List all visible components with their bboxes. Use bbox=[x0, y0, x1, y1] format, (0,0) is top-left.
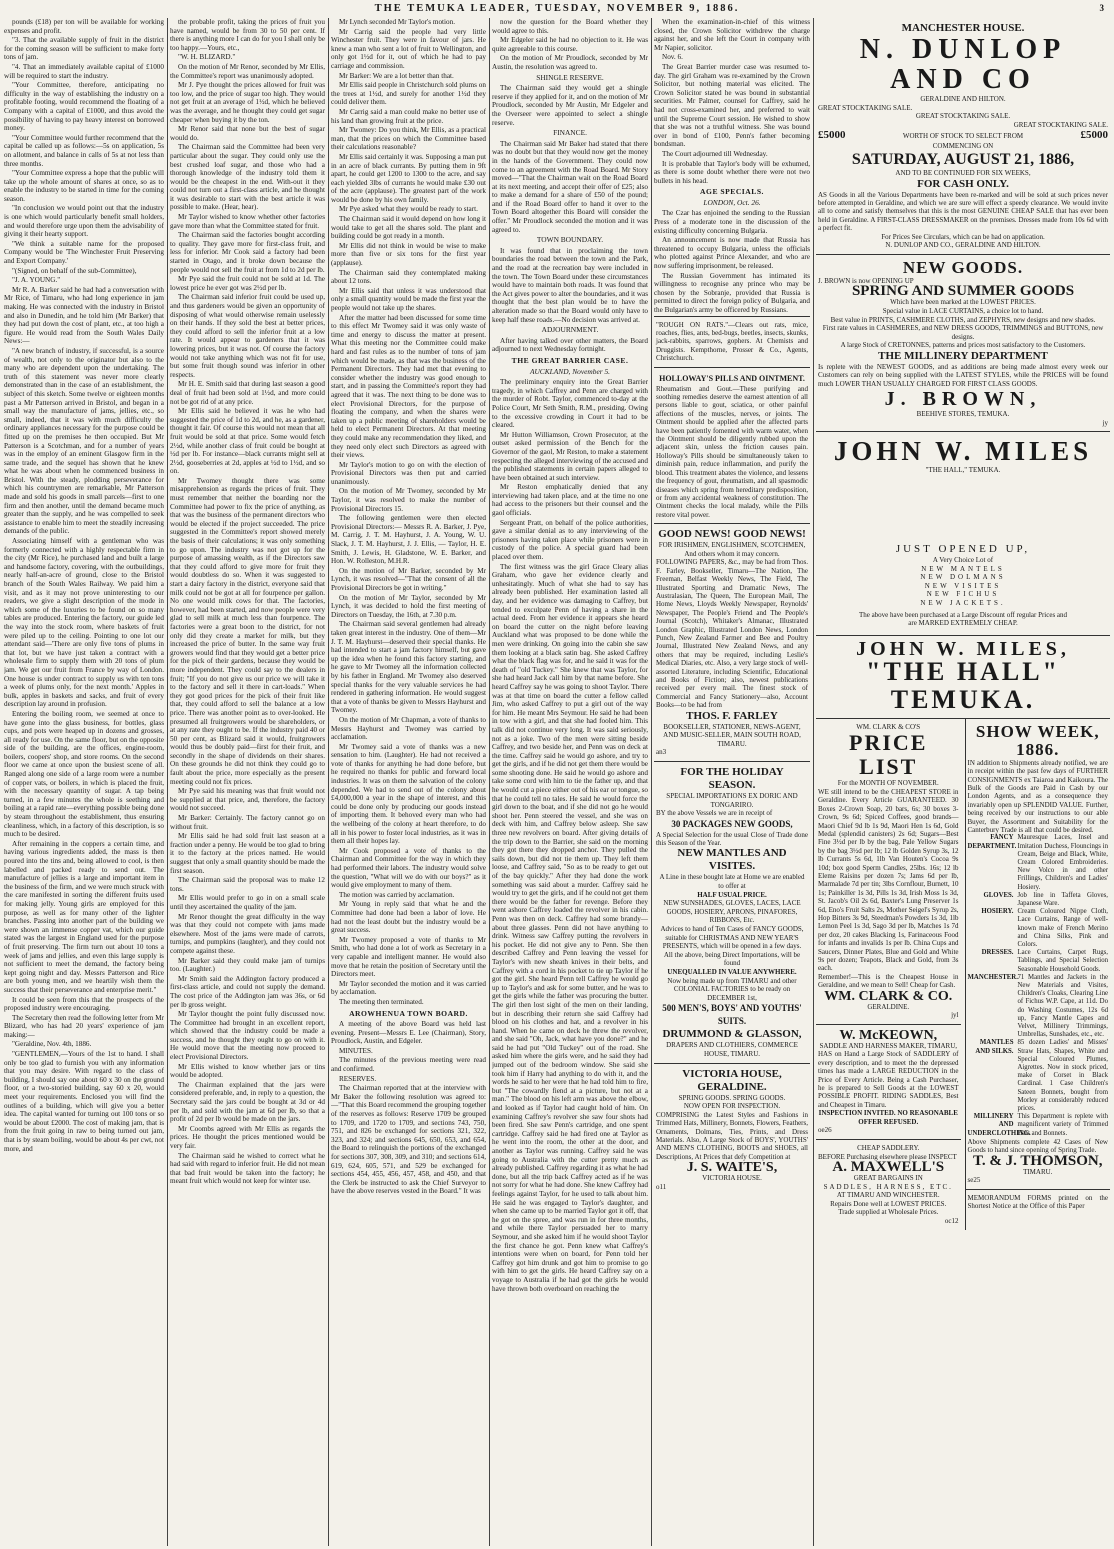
article-paragraph: Mr Twomey said a vote of thanks was a new sensation to him. (Laughter). He had not received a vote of thanks for anything he had done before, but he required no thanks for public and forward local industries. It was on them the salvation of the colony depended. We had to send out of the colony about £4,000,000 a year in the shape of interest, and this could be done only by producing our goods instead of importing them. It behoved every man who had the wellbeing of the colony at heart therefore, to do all in his power to foster local industries, as it was in them all their hopes lay. bbox=[331, 742, 486, 846]
holiday-season-ad: FOR THE HOLIDAY SEASON. SPECIAL IMPORTATIONS EX DORIC AND TONGARIRO. BY the above Vessels we are in receipt of 30 PACKAGES NEW GOODS, A Special Selection for the usual Close of Trade done this Season of the Year. NEW MANTLES AND VISITES. A Line in these bought late at Home we are enabled to offer at HALF USUAL PRICE. NEW SUNSHADES, GLOVES, LACES, LACE GOODS, HOSIERY, APRONS, PINAFORES, RIBBONS, Etc. Advices to hand of Ten Cases of FANCY GOODS, suitable for CHRISTMAS AND NEW YEAR'S PRESENTS, which will be opened in a few days. All the above, being Direct Importations, will be found UNEQUALLED IN VALUE ANYWHERE. Now being made up from TIMARU and other COLONIAL FACTORIES to be ready on DECEMBER 1st, 500 MEN'S, BOYS' AND YOUTHS' SUITS. DRUMMOND & GLASSON, DRAPERS AND CLOTHIERS, COMMERCE HOUSE, TIMARU. bbox=[654, 761, 810, 1063]
article-paragraph: Mr Cook proposed a vote of thanks to the Chairman and Committee for the way in which they had performed their labors. The industry would solve the question, "What will we do with our boys?" as it would give employment to many of them. bbox=[331, 846, 486, 890]
cable-paragraph: The Russian Government has intimated its willingness to recognise any prince who may be chosen by the Sobranje, provided that Russia is permitted to direct the foreign policy of Bulgaria, and the Bulgarian's army be officered by Russians. bbox=[654, 271, 810, 314]
article-paragraph: "Your Committee would further recommend that the capital be called up as follows:—5s on application, 5s on allotment, and balance in calls of 5s at not less than three months. bbox=[4, 133, 164, 168]
board-resolution-text bbox=[492, 18, 648, 72]
article-paragraph: After the matter had been discussed for some time to this effect Mr Twomey said it was only waste of time and energy to discuss the matter at present. What this meeting nor the Committee could make hard and fast rules as to the number of tons of jam which would be made, as that was the business of the Permanent Directors. They had met that evening to consider whether the industry was good enough to start, and in passing the Committee's report they had agreed that it was. The next thing to be done was to elect Provisional Directors, for the purpose of floating the company, and when the shares were taken up a public meeting of shareholders would be held to elect Permanent Directors. At that meeting they could make any recommendation they liked, and they need only elect such Directors as agreed with their views. bbox=[331, 313, 486, 460]
board-paragraph: The Chairman reported that at the interview with Mr Baker the following resolution was agreed to:—"That this Board recommend the grouping together of the reserves as follows: Reserve 1709 be grouped to 1709, and 1720 to 1709, and sections 743, 750, 751, and 826 be exchanged for sections 321, 322, 323, and 324; and sections 645, 650, 653, and 654, the Board to relinquish the portions of the exchanged for sections 307, 308, 309, and 310; and sections 614, 619, 624, 605, 571, and 529 be exchanged for sections 454, 455, 456, 457, 458, and 450, and that the Clerk be instructed to ask the Chief Surveyor to have the above reserves vested in the Board." It was bbox=[331, 1084, 486, 1196]
holloway-ad: HOLLOWAY'S PILLS AND OINTMENT. Rheumatism and Gout.—These purifying and soothing remedies deserve the earnest attention of all persons liable to gout, sciatica, or other painful affections of the muscles, nerves, or joints. The Ointment should be applied after the affected parts have been patiently fomented with warm water, when the Ointment should be diligently rubbed upon the adjacent skin, unless the friction causes pain. Holloway's Pills should be simultaneously taken to diminish pain, reduce inflammation, and purify the blood. This treatment abates the violence, and lessens the frequency of gout, rheumatism, and all spasmodic diseases which spring from hereditary predisposition, or from any accidental weakness of constitution. The Ointment checks the local malady, while the Pills restore vital power. bbox=[654, 367, 810, 524]
subsection-heading: SHINGLE RESERVE. bbox=[536, 72, 604, 82]
age-specials-cables bbox=[654, 209, 810, 314]
article-paragraph: Mr Twomey: Do you think, Mr Ellis, as a practical man, that the prices on which the Committee based their calculations reasonable? bbox=[331, 126, 486, 152]
barrier-paragraph: Mr Hutton Williamson, Crown Prosecutor, at the outset asked permission of the Bench for the Governor of the gaol, Mr Reston, to make a statement respecting the alleged interviewing of the accused and the published statements in certain papers alleged to have been obtained at such interview. bbox=[492, 430, 648, 482]
barrier-paragraph: The Great Barrier murder case was resumed to-day. The girl Graham was re-examined by the Crown Solicitor, but nothing material was elicited. The Crown Solicitor stated he was bound in substantial securities. Mr Palmer, counsel for Caffrey, said he had not cross-examined her, and preferred to wait until the Supreme Court session. He wished to show that she was not a truthful witness. She was bound over in bond of £100, Penn's father becoming bondsman. bbox=[654, 62, 810, 149]
board-paragraph: On the motion of Mr Proudlock, seconded by Mr Austin, the resolution was agreed to. bbox=[492, 54, 648, 71]
article-paragraph: The Secretary then read the following letter from Mr Blizard, who has had 20 years' experience of jam making:— bbox=[4, 1013, 164, 1039]
article-paragraph: On the motion of Mr Chapman, a vote of thanks to Messrs Hayhurst and Twomey was carried by acclamation. bbox=[331, 715, 486, 742]
barrier-case-report bbox=[492, 378, 648, 1293]
article-paragraph: Mr Ellis did not think in would be wise to make more than five or six tons for the first year (applause). bbox=[331, 241, 486, 268]
section-label: HOSIERY. bbox=[981, 908, 1014, 916]
brown-line: Best value in PRINTS, CASHMERE CLOTHS, and ZEPHYRS, new designs and new shades. bbox=[830, 315, 1096, 324]
show-week-section bbox=[968, 892, 1109, 908]
barrier-paragraph: The Court adjourned till Wednesday. bbox=[662, 149, 768, 158]
cable-paragraph: The Czar has enjoined the sending to the Russian Press of a moderate tone in the discussion of the existing difficulty concerning Bulgaria. bbox=[654, 209, 810, 235]
article-paragraph: "Your Committee, therefore, anticipating no difficulty in the way of establishing the industry on a profitable footing, would recommend the floating of a Company with a capital of £1000, and thus avoid the possibility of having to pay heavy interest on borrowed money. bbox=[4, 81, 164, 133]
article-paragraph: "We think a suitable name for the proposed Company would be 'The Winchester Fruit Preserving and Export Company.' bbox=[4, 239, 164, 266]
article-paragraph: pounds (£18) per ton will be available for working expenses and profit. bbox=[4, 18, 164, 35]
article-paragraph: The Chairman said the factories bought according to quality. They gave more for first-class fruit, and less for inferior. Mr Cook said a factory had been started in Otago, and it broke down because the people would not sell the fruit at from 1d to 2d per lb. bbox=[170, 231, 325, 274]
miles-item: NEW JACKETS. bbox=[920, 598, 1006, 607]
brown-new-goods-ad: NEW GOODS. J. BROWN is now OPENING UP SPRING AND SUMMER GOODS Which have been marked at the LOWEST PRICES. Special value in LACE CURTAINS, a choice lot to hand. Best value in PRINTS, CASHMERE CLOTHS, and ZEPHYRS, new designs and new shades. First rate values in CASHMERES, and NEW DRESS GOODS, TRIMMINGS and BUTTONS, new designs. A large Stock of CRETONNES, patterns and prices most satisfactory to the Customers. THE MILLINERY DEPARTMENT Is replete with the NEWEST GOODS, and as additions are being made almost every week our Customers can rely on being supplied with the LATEST STYLES, while the PRICES will be found much LOWER THAN USUALLY CHARGED FOR FIRST CLASS GOODS. J. BROWN, BEEHIVE STORES, TEMUKA. jy bbox=[816, 254, 1110, 432]
article-paragraph: "4. That an immediately available capital of £1000 will be required to start the industry. bbox=[4, 62, 164, 80]
article-paragraph: Mr Taylor wished to know whether other factories gave more than what the Committee stated for fruit. bbox=[170, 213, 325, 230]
subsection-heading: TOWN BOUNDARY. bbox=[536, 235, 604, 245]
article-paragraph: "W. H. BLIZARD." bbox=[178, 53, 236, 62]
column-rule bbox=[167, 18, 168, 1546]
miles-items bbox=[818, 565, 1108, 608]
section-text: Mauresque Laces, Insel and Imitation Duchess, Flouncings in Cream, Beige and Black, White, Cream Colored Embroideries. New Volco in and other Frillings, Children's and Ladies' Hosiery. bbox=[1017, 834, 1108, 891]
board-paragraph: RESERVES. bbox=[339, 1074, 377, 1083]
article-paragraph: Mr Ellis said he had sold fruit last season at a fraction under a penny. He would be too glad to bring it to the factory at the prices named. He would suggest that only a small quantity should be made the first season. bbox=[170, 832, 325, 875]
barrier-case-continued bbox=[654, 18, 810, 185]
barrier-paragraph: The first witness was the girl Grace Cleary alias Graham, who gave her evidence clearly and unhesitatingly. Much of what she had to say has already been published. Her examination lasted all day, and her evidence was damaging to Caffrey, but tended to exculpate Penn of having a share in the actual deed. From her evidence it appears she heard on board the cutter on the night before leaving Auckland what was proposed to be done while the men were drinking. On going into the cabin she saw them looking at a black satin bag. She asked Caffrey what the black flag was for, and he said it was for the death of "old Tuckey." She knew that was Taylor, for she had heard Jack call him by that name before. She heard Caffrey say he was going to shoot Taylor. There was at that time on board the cutter a fellow called Jim, who asked Caffrey to put a girl out of the way for him. He meant Mrs Seymour. He said he had been in tow with a girl, and that she had fooled him. This talk did not continue very long. It was said seriously, not as a joke. Two of the men were sitting beside Caffrey, and two beside her, and Penn was on deck at the time. Caffrey said he would go ashore, and try to get the girls, and if he did not get them there would be some shooting done. He said he would go ashore and take some cord with him to tie the father up, and that he would cut a piece either out of his ear or tongue, so that he could tell no tales. He said he would force the girl down to the boat, and if she did not go he would shoot her. Penn steered the vessel, and she was on deck with him, and Caffrey below asleep. She saw three new revolvers on board. After giving details of the trip down to the Barrier, she said on the morning they got there they dropped anchor. They pulled the sails down, but did not tie them up. They left them loose, and Caffrey said, "So as to be ready to get out of the bay quickly." After they had done the work something was said about a murder. Caffrey said he would try to get the girls, and if he could not get them there would be the father for revenge. Before they went ashore Caffrey loaded the revolver in his cabin. Penn was then on deck. Caffrey had some brandy—about three glasses. Penn did not have anything to drink. Witness saw Caffrey putting the revolvers in his pocket. He did not give any to Penn. She then described Caffrey and Penn leaving the vessel for Taylor's with new sheath knives in their belts, and Caffrey with a cord in his pocket to tie up Taylor if he got the girl. She heard Penn tell Caffrey he would go up to Taylor's and ask for some butter, and he was to get the girls while the father was procuring the butter. The girl then lost sight of the men on their landing, but in describing their return she said Caffrey had blood on his clothes and hat, and a revolver in his hand. When he came on deck he threw the revolver, and she said "Oh, Jack, what have you done?" and he said he had put "Old Tuckey" out of the road. She asked him where the girls were, and he said they had jumped out of the bedroom window. She said she took him if Harry had anything to do with it, and the words he said to her were that he had told him to fire, but "The cowardly fiend at a picture, but not at a man." The blood on his left arm was above the elbow, and looked as if Taylor had caught hold of him. On examining Caffrey's revolver she saw four shots had been fired. She saw Penn's cartridge, and one spent cartridge. Caffrey said he had fired one at Taylor as he went into the room, the other at the door, and another as Taylor was running. Caffrey said he was going to Australia with the cutter pretty much as already published. Caffrey regarding it as what he had done, but all the trip back Caffrey acted as if he was not sorry for what he had done. She knew Caffrey had feelings against Taylor, for he used to talk about him. He said he was engaged to Taylor's daughter, and when she came up to be married Taylor got it off, that he got on the spree, and was run in for three months, and while there Taylor persuaded her to marry Seymour, and she asked him if he would shoot Taylor the first chance he got. Penn knew what Caffrey's intentions were when on board, for Penn told her Caffrey got him drunk and got him to promise to go with him to get the girls. He heard Caffrey say on a voyage to Australia if he had got the girls he would have thrown both overboard on reaching the bbox=[492, 562, 648, 1293]
article-paragraph: Mr Young in reply said that what he and the Committee had done had been a labor of love. He had not the least doubt but the industry would be a great success. bbox=[331, 900, 486, 935]
article-paragraph: The Chairman said inferior fruit could be used up, and thus gardeners would be given an opportunity of disposing of what would otherwise remain uselessly on their hands. If they sold the best at better prices, they could afford to sell the inferior fruit at a low rate. It would appear to gardeners that it was lowering prices, but it was not. Of course the factory would not take anything which was not fit for use, but some fruit though sound was inferior in other respects. bbox=[170, 293, 325, 379]
article-paragraph: Mr Pye asked what they would be ready to start. bbox=[339, 205, 478, 214]
article-paragraph: On the motion of Mr Twomey, seconded by Mr Taylor, it was resolved to make the number of Provisional Directors 15. bbox=[331, 487, 486, 513]
masthead-title: THE TEMUKA LEADER, TUESDAY, NOVEMBER 9, 1886. bbox=[374, 3, 740, 14]
show-week-section bbox=[968, 949, 1109, 974]
article-paragraph: The Chairman said he wished to correct what he had said with regard to inferior fruit. He did not mean that bad fruit would be taken into the factory; he meant fruit which would not keep for winter use. bbox=[170, 1151, 325, 1186]
article-paragraph: Mr Carrig said the people had very little Winchester fruit. They were in favour of jars. He knew a man who sent a lot of fruit to Wellington, and only got 1½d for it, out of which he had to pay carriage and commission. bbox=[331, 27, 486, 70]
farley-ad: GOOD NEWS! GOOD NEWS! FOR IRISHMEN, ENGLISHMEN, SCOTCHMEN, And others whom it may concern. FOLLOWING PAPERS, &c., may be had from Thos. F. Farley, Bookseller, Timaru—The Nation, The Freeman, Belfast Weekly News, The Field, The Illustrated Sporting and Dramatic News, The Australasian, The Queen, The European Mail, The Home News, Lloyds Weekly Newspaper, Reynolds' Newspaper, The People's Friend and The People's Journal (Scotch), Whitaker's Almanac, Illustrated London Graphic, Illustrated London News, London Punch, New Zealand Farmer and Bee and Poultry Journal, Illustrated New Zealand News, and any others that may be required, including Leslie's Medical Diaries, etc. Also, a very large stock of well-assorted Literature, including Scientific, Educational and Books of Fiction; also, newest publications received per every mail. The finest stock of Commercial and Fancy Stationery—also, Account Books—to be had from THOS. F. FARLEY BOOKSELLER, STATIONER, NEWS-AGENT, AND MUSIC-SELLER, MAIN SOUTH ROAD, TIMARU. an3 bbox=[654, 523, 810, 761]
section-label: GLOVES. bbox=[983, 891, 1014, 899]
article-paragraph: The motion was carried by acclamation. bbox=[339, 890, 455, 899]
section-text: This Department is replete with magnificent variety of Trimmed Hats and Bonnets. bbox=[1017, 1113, 1108, 1137]
column-3 bbox=[331, 18, 486, 1546]
brown-line: Special value in LACE CURTAINS, a choice lot to hand. bbox=[882, 306, 1044, 315]
barrier-paragraph: When the examination-in-chief of this witness closed, the Crown Solicitor withdrew the charge against her, and she left the Court in company with Mr Napier, solicitor. bbox=[654, 18, 810, 52]
article-paragraph: Mr Carrig said a man could make no better use of his land than growing fruit at the price. bbox=[331, 107, 486, 125]
barrier-paragraph: Mr Reston emphatically denied that any interviewing had taken place, and at the time no one had access to the prisoners but their counsel and the gaol officials. bbox=[492, 483, 648, 518]
barrier-paragraph: The preliminary enquiry into the Great Barrier tragedy, in which Caffrey and Penn are charged with the murder of Robt. Taylor, commenced to-day at the Police Court, Mr Seth Smith, R.M., presiding. Owing to the excessive crowding in Court it had to be cleared. bbox=[492, 378, 648, 430]
barrier-paragraph: Nov. 6. bbox=[662, 53, 683, 62]
section-text: 85 dozen Ladies' and Misses' Straw Hats, Shapes, White and Special Coloured Plumes, Aigrettes. Now in stock priced, make of Corset in Black Cardinal. 1 Case Children's Sateen Bonnets, bought from Morley at considerably reduced prices. bbox=[1017, 1039, 1108, 1113]
article-paragraph: the probable profit, taking the prices of fruit you have named, would be from 30 to 50 per cent. If there is anything more I can do for you I shall only be too happy.—Yours, etc., bbox=[170, 18, 325, 52]
rough-on-rats-ad: "ROUGH ON RATS."—Clears out rats, mice, roaches, flies, ants, bed-bugs, beetles, insects, skunks, jack-rabbits, sparrows, gophers. At Chemists and Druggists. Kempthorne, Prosser & Co., Agents, Christchurch. bbox=[654, 316, 810, 367]
article-paragraph: Mr Pye said the fruit could not be sold at 1d. The lowest price he ever got was 2½d per lb. bbox=[170, 275, 325, 292]
column-5 bbox=[654, 18, 810, 1546]
miles-item: NEW VISITES bbox=[924, 581, 1002, 590]
dunlop-worth-row: £5000 WORTH OF STOCK TO SELECT FROM £5000 bbox=[818, 129, 1108, 142]
article-paragraph: Mr J. Pye thought the prices allowed for fruit was too low, and the price of sugar too high. They would not get fruit at an average of 1½d, which he believed was the average, and he thought they could get sugar cheaper when buying it by the ton. bbox=[170, 81, 325, 124]
age-specials-dateline: LONDON, Oct. 26. bbox=[703, 197, 761, 207]
article-paragraph: The meeting then terminated. bbox=[339, 997, 424, 1006]
victoria-house-ad: VICTORIA HOUSE, GERALDINE. SPRING GOODS. SPRING GOODS. NOW OPEN FOR INSPECTION. COMPRISING the Latest Styles and Fashions in Trimmed Hats, Millinery, Bonnets, Flowers, Feathers, Ornaments, Dolmans, Ties, Prints, and Dress Materials. Also, A Large Stock of BOYS', YOUTHS' AND MEN'S CLOTHING, BOOTS and SHOES, all Descriptions, At Prices that defy Competition at J. S. WAITE'S, VICTORIA HOUSE. o11 bbox=[654, 1063, 810, 1196]
article-paragraph: "3. That the available supply of fruit in the district for the coming season will be sufficient to make forty tons of jam. bbox=[4, 36, 164, 62]
barrier-case-heading: THE GREAT BARRIER CASE. bbox=[511, 355, 629, 365]
show-week-section bbox=[968, 974, 1109, 1040]
article-paragraph: "Geraldine, Nov. 4th, 1886. bbox=[12, 1040, 92, 1049]
show-week-section bbox=[968, 1113, 1109, 1138]
column-rule bbox=[813, 18, 814, 1546]
brown-line: First rate values in CASHMERES, and NEW DRESS GOODS, TRIMMINGS and BUTTONS, new designs. bbox=[822, 324, 1104, 341]
article-paragraph: On the motion of Mr Taylor, seconded by Mr Lynch, it was decided to hold the first meeting of Directors on Tuesday, the 16th, at 7.30 p.m. bbox=[331, 593, 486, 619]
article-paragraph: Mr Taylor's motion to go on with the election of Provisional Directors was then put and carried unanimously. bbox=[331, 460, 486, 486]
article-paragraph: Mr Ellis wished to know whether jars or tins would be adopted. bbox=[170, 1062, 325, 1080]
section-label: MANCHESTER. bbox=[967, 973, 1018, 981]
article-paragraph: Mr Pye said his meaning was that fruit would not be supplied at that price, and, therefore, the factory would not succeed. bbox=[170, 787, 325, 813]
article-paragraph: Mr Barker: Certainly. The factory cannot go on without fruit. bbox=[170, 814, 325, 831]
board-paragraph: now the question for the Board whether they would agree to this. bbox=[492, 18, 648, 35]
article-paragraph: "(Signed, on behalf of the sub-Committee), bbox=[12, 266, 137, 275]
article-paragraph: Mr Barker: We are a lot better than that. bbox=[339, 71, 454, 80]
article-paragraph: Entering the boiling room, we seemed at once to have gone into the glass business, for bottles, glass cups, and pots were heaped up in dozens and grosses, all ready for use. On the same floor, but on the opposite side of the building, are the offices, engine-room, boilers, coopers' shop, and store rooms. On the second floor we came at once upon the busiest scene of all. Ranged along one side of a large room were a number of copper vats, or boilers, in which is placed the fruit, with the necessary quantity of sugar. A tap being turned, in a few minutes the whole is seething and boiling at a rapid rate—everything possible being done by steam throughout the establishment, thus ensuring cleanliness, which, in a factory of this description, is so much to be desired. bbox=[4, 709, 164, 839]
section-label: DRESSES. bbox=[981, 949, 1014, 957]
article-paragraph: "A new branch of industry, if successful, is a source of wealth, not only to the originator but also to the many who are dependent upon the undertaking. The truth of this statement was never more clearly demonstrated than in the case of an establishment, the subject of this sketch. Some twelve or eighteen months past a Mr Patterson arrived in Bristol, and began in a small way the manufacture of jams, jellies, etc., so small, indeed, that it was with much difficulty the ordinary appliances necessary for the purpose could be fitted up on the premises he then occupied. But Mr Patterson is a Scotchman, and for a number of years was in the employ of an eminent Glasgow firm in the same trade, and the sequel has shown that he knew what he was about when he commenced business in Bristol. With the steady, plodding perseverance for which his countrymen are remarkable, Mr Patterson made and sold his goods in small parcels—first to one firm and then another, until the demand became much greater than the supply, and he was compelled to seek assistance to enable him to meet the steadily increasing demands of the public. bbox=[4, 346, 164, 536]
article-paragraph: The Chairman said the Committee had been very particular about the sugar. They could only use the best crushed loaf sugar, and those who had a thorough knowledge of the industry told them it would be the cheapest in the end. With-out it they could not turn out a first-class article, and he thought it was desirable to start with the best article it was possible to make. (Hear, hear). bbox=[170, 143, 325, 212]
article-paragraph: Mr Barker said they could make jam of turnips too. (Laughter.) bbox=[170, 956, 325, 974]
column-2-meeting-discussion bbox=[170, 18, 325, 1546]
blank-space bbox=[818, 475, 1108, 543]
section-label: MANTLES AND SILKS. bbox=[975, 1039, 1014, 1055]
miles-ad-2: JOHN W. MILES, "THE HALL" TEMUKA. bbox=[816, 635, 1110, 718]
lower-ads bbox=[816, 718, 1110, 1230]
article-paragraph: After remaining in the coppers a certain time, and having various ingredients added, the mass is then poured into the tins and, being allowed to cool, is then labelled and packed ready to send out. The manufacture of jellies is a large and important item in the business of the firm, and we were much struck with the care manifested in sorting the different fruits used for making jelly. Young girls are employed for this purpose, as well as for many other of the lighter branches. Passing into another part of the building we were shown an immense copper vat, which our guide stated was the largest in England used for the purpose of fruit preserving. The firm turn out about 10 tons a week of jams and jellies, and even this large supply is not sufficient to meet the demand, the factory being kept going night and day. Messrs Patterson and Rice are both young men, and we heartily wish them the success that their perseverance and enterprise merit." bbox=[4, 839, 164, 994]
subsection-text: The Chairman said they would get a shingle reserve if they applied for it, and on the motion of Mr Proudlock, seconded by Mr Austin, Mr Edgeler and the Overseer were appointed to select a shingle reserve. bbox=[492, 84, 648, 127]
section-text: Job line in Taffeta Gloves, Japanese Ware. bbox=[1017, 891, 1108, 907]
article-paragraph: Mr Ellis said people in Christchurch sold plums on the trees at 1½d, and surely for another 1½d they could deliver them. bbox=[331, 81, 486, 107]
article-paragraph: Mr Ellis said he believed it was he who had suggested the price of 1d to 2d, and he, as a gardener, thought it fair. Of course this would not mean that all fruit would be sold at that price. Some would fetch 2½d, while another class of fruit could be bought at ½d per lb. For instance—black currants might sell at 2½d, gooseberries at 2d, apples at ½d to 1½d, and so on. bbox=[170, 407, 325, 476]
article-paragraph: Mr Coombs agreed with Mr Ellis as regards the prices. He thought the prices mentioned would be very fair. bbox=[170, 1124, 325, 1150]
article-paragraph: Mr Taylor thought the point fully discussed now. The Committee had brought in an excellent report, which showed that the industry could be made a success, and he thought they ought to go on with it. He would move that the meeting now proceed to elect Provisional Directors. bbox=[170, 1010, 325, 1062]
board-paragraph: Mr Edgeler said he had no objection to it. He was quite agreeable to this course. bbox=[492, 36, 648, 53]
column-rule bbox=[328, 18, 329, 1546]
article-paragraph: "Your Committee express a hope that the public will take up the whole amount of shares at once, so as to enable the industry to be started in time for the coming season. bbox=[4, 169, 164, 203]
memorandum-forms-ad: MEMORANDUM FORMS printed on the Shortest Notice at the Office of this Paper bbox=[966, 1189, 1111, 1215]
article-paragraph: Mr Twomey thought there was some misapprehension as regards the prices of fruit. They must remember that neither the boarding nor the Committee had power to fix the price of anything, as that was the business of the permanent directors who would be elected if the project succeeded. The price suggested in the Committee's report showed merely the basis of their calculations; it was only something to go upon. The industry was not got up for the purpose of amassing wealth, as if the Directors saw that they could afford to give more for fruit they would doubtless do so. When it was suggested to start a dairy factory in the district, everyone said that milk could not be got at all for fourpence per gallon. No one would milk cows for that. The factories, however, had been started, and now people were very glad to sell milk at much less than fourpence. The factories were a great boon to the district, for not only did they create a market for milk, but they increased the price of butter. In the same way fruit growers would find that they would get a better price for the pick of their gardens, because they would be more independent. They could say to the dealers in fruit; "If you do not give us our price we will take it to the factory and sell it there in cart-loads." When they got good prices for the pick of their fruit like that, they could afford to sell the balance at a low price. There was another point as to over-looked. He presumed all fruitgrowers would be shareholders, or at any rate they ought to be. If the industry paid 40 or 50 per cent, as Blizard said it would, fruitgrowers would thus be doubly paid—first for their fruit, and secondly in the shape of dividends on their shares. On these grounds he did not think they could go to fault about the price, more especially as the present meeting could not fix prices. bbox=[170, 476, 325, 786]
column-1-jam-factory-report bbox=[4, 18, 164, 1546]
article-paragraph: The Chairman said several gentlemen had already taken great interest in the industry. One of them—Mr J. T. M. Hayhurst—deserved their special thanks. He had intended to start a jam factory himself, but gave up the idea when he found this factory starting, and he gave to Mr Twomey all the information collected by his father in England. Mr Twomey also deserved special thanks for the very valuable services he had rendered in gathering information. He would suggest that a vote of thanks be given to Messrs Hayhurst and Twomey. bbox=[331, 620, 486, 715]
board-sections bbox=[492, 74, 648, 354]
section-label: MILLINERY AND UNDERCLOTHING. bbox=[967, 1113, 1031, 1137]
article-paragraph: The Chairman said they contemplated making about 12 tons. bbox=[331, 268, 486, 286]
show-week-section bbox=[968, 908, 1109, 949]
article-paragraph: "J. A. YOUNG." bbox=[12, 276, 61, 285]
article-paragraph: The Chairman explained that the jars were considered preferable, and, in reply to a question, the Secretary said the jars could be bought at 3d or 4d per lb, and sold with the jam at 6d per lb, so that a profit of 2d per lb would be made on the jars. bbox=[170, 1080, 325, 1124]
brown-line: A large Stock of CRETONNES, patterns and prices most satisfactory to the Customers. bbox=[840, 341, 1086, 350]
brown-lines bbox=[818, 307, 1108, 350]
maxwell-ad: CHEAP SADDLERY. BEFORE Purchasing elsewhere please INSPECT A. MAXWELL'S GREAT BARGAINS IN SADDLES, HARNESS, ETC. AT TIMARU AND WINCHESTER. Repairs Done well at LOWEST PRICES. Trade supplied at Wholesale Prices. oc12 bbox=[816, 1139, 961, 1230]
show-week-ad: SHOW WEEK, 1886. IN addition to Shipments already notified, we are in receipt within the past few days of FURTHER CONSIGNMENTS ex Taiaroa and Kaikoura. The Bulk of the Goods are Paid in Cash by our London Agents, and as a consequence they invariably open up SPLENDID VALUE. Further, being received by our instructions to our able Buyer, the Assortment and Suitability for the Canterbury Trade is all that could be desired. FANCY DEPARTMENT. Mauresque Laces, Insel and Imitation Duchess, Flouncings in Cream, Beige and Black, White, Cream Colored Embroideries. New Volco in and other Frillings, Children's and Ladies' Hosiery. GLOVES. Job line in Taffeta Gloves, Japanese Ware. HOSIERY. Cream Coloured Nippe Cloth, Lace Curtains, Range of well-known make of French Merino and China Silks, Pink and Colors. DRESSES. Lace Curtains, Carpet Rugs, Tablings, and Special Selection Seasonable Household Goods. MANCHESTER. 71 Mantles and Jackets in the New Materials and Visites, Children's Cloaks, Clearing Line of Fichus W.P. Cape, at 11d. Do do Washing Costumes, 12s 6d up, Fancy Mantle Capes and Velvet, Millinery Trimmings, Umbrellas, Sunshades, etc., etc. MANTLES AND SILKS. 85 dozen Ladies' and Misses' Straw Hats, Shapes, White and Special Coloured Plumes, Aigrettes. Now in stock priced, make of Corset in Black Cardinal. 1 Case Children's Sateen Bonnets, bought from Morley at considerably reduced prices. MILLINERY AND UNDERCLOTHING. This Department is replete with magnificent variety of Trimmed Hats and Bonnets. Above Shipments complete 42 Cases of New Goods to hand since opening of Spring Trade. T. & J. THOMSON, TIMARU. se25 bbox=[967, 721, 1108, 1185]
miles-ad-1: JOHN W. MILES "THE HALL," TEMUKA. JUST OPENED UP, A Very Choice Lot of NEW MANTELS NEW DOLMANS NEW VISITES NEW FICHUS NEW JACKETS. The above have been purchased at a Large Discount off regular Prices and are MARKED EXTREMELY CHEAP. bbox=[816, 431, 1110, 634]
article-paragraph: Mr Ellis said that unless it was understood that only a small quantity would be made the first year the people would not take up the shares. bbox=[331, 286, 486, 312]
barrier-paragraph: It is probable that Taylor's body will be exhumed, as there is some doubt whether there were not two bullets in his head. bbox=[654, 159, 810, 185]
column-rule bbox=[489, 18, 490, 1546]
section-text: 71 Mantles and Jackets in the New Materials and Visites, Children's Cloaks, Clearing Line of Fichus W.P. Cape, at 11d. Do do Washing Costumes, 12s 6d up, Fancy Mantle Capes and Velvet, Millinery Trimmings, Umbrellas, Sunshades, etc., etc. bbox=[1017, 973, 1108, 1039]
article-paragraph: Mr Smith said the Addington factory produced a first-class article, and could not supply the demand. The cost price of the Addington jam was 36s, or 6d per lb gross weight. bbox=[170, 974, 325, 1009]
column-4 bbox=[492, 18, 648, 1546]
barrier-paragraph: Sergeant Pratt, on behalf of the police authorities, gave a similar denial as to any interviewing of the prisoners having taken place while prisoners were in custody of the police. A special guard had been placed over them. bbox=[492, 518, 648, 562]
article-paragraph: Mr Renor thought the great difficulty in the way was that they could not compete with jams made elsewhere. Most of the jams were made of carrots, turnips, and pumpkins (laughter), and they could not compete against these. bbox=[170, 912, 325, 955]
section-label: FANCY DEPARTMENT. bbox=[967, 834, 1017, 850]
mckeown-ad: W. McKEOWN, SADDLE AND HARNESS MAKER, TIMARU, HAS on Hand a Large Stock of SADDLERY of every description, and to meet the the depressed times has made a LARGE REDUCTION in the Price of Every Article. Being a Cash Purchaser, he is prepared to Sell Goods at the LOWEST POSSIBLE PROFIT. RIDING SADDLES, Best and Cheapest in Timaru. INSPECTION INVITED. NO REASONABLE OFFER REFUSED. oe26 bbox=[816, 1024, 961, 1139]
section-text: Cream Coloured Nippe Cloth, Lace Curtains, Range of well-known make of French Merino and China Silks, Pink and Colors. bbox=[1017, 908, 1108, 948]
subsection-heading: ADJOURNMENT. bbox=[541, 325, 599, 335]
board-paragraph: MINUTES. bbox=[339, 1046, 373, 1055]
arowhenua-report bbox=[331, 1020, 486, 1196]
article-paragraph: Mr Twomey proposed a vote of thanks to Mr Smith, who had done a lot of work as Secretary in a very capable and intelligent manner. He would also move that he retain the position of Secretary until the Directors meet. bbox=[331, 935, 486, 979]
article-paragraph: Mr R. A. Barker said he had had a conversation with Mr Rice, of Timaru, who had long experience in jam making. He was connected with the industry in Bristol and also in Dunedin, and he told him (Mr Barker) that they had put down the cost of plant, etc., at too high a figure. He would read from the South Wales Daily News:— bbox=[4, 285, 164, 346]
article-paragraph: Mr Lynch seconded Mr Taylor's motion. bbox=[339, 18, 456, 26]
subsection-text: The Chairman said Mr Baker had stated that there was no doubt but that they would now get the money in the hands of the Government. They could now come to an agreement with the Road Board. Mr Story moved—"That the Chairman wait on the Road Board at its next meeting, and accept their offer of £25; also to make a demand for a share of £50 of the pound; and if the Road Board offer to hand it over to the Town Board altogether this Board will consider the offer." Mr Proudlock seconded the motion and it was agreed to. bbox=[492, 139, 648, 234]
miles-item: NEW MANTELS bbox=[921, 564, 1005, 573]
show-week-section bbox=[968, 1039, 1109, 1113]
subsection-text: It was found that in proclaiming the town boundaries the road between the town and the Park, and the road at the recreation bay were included in the town. The Town Board under these circumstances would have to maintain both roads. It was found that the Act gives power to alter the boundaries, and it was thought that the best plan would be to have the alteration made so that the Board would only have to keep half these roads.—No decision was arrived at. bbox=[492, 246, 648, 324]
miles-item: NEW FICHUS bbox=[926, 590, 1000, 599]
article-paragraph: Mr Ellis would prefer to go in on a small scale until they ascertained the quality of the jam. bbox=[170, 894, 325, 911]
lower-right-ads bbox=[965, 719, 1111, 1230]
arowhenua-heading: AROWHENUA TOWN BOARD. bbox=[349, 1008, 468, 1018]
masthead bbox=[0, 0, 1114, 19]
article-paragraph: Mr Ellis said certainly it was. Supposing a man put in an acre of black currants. By putting them in 9ft apart, he could get 1200 to 1300 to the acre, and say each yielded 3lbs of currants he would make £30 out of the acre (applause). The greatest part of the work would be done by his own family. bbox=[331, 152, 486, 204]
barrier-case-dateline: AUCKLAND, November 5. bbox=[529, 366, 611, 376]
article-paragraph: "In conclusion we would point out that the industry is one which would particularly benefit small holders, and would therefore urge upon them the advisability of giving it their hearty support. bbox=[4, 204, 164, 239]
page-number: 3 bbox=[1099, 3, 1106, 13]
subsection-heading: FINANCE. bbox=[553, 128, 587, 138]
dunlop-ad: MANCHESTER HOUSE. N. DUNLOP AND CO GERALDINE AND HILTON. GREAT STOCKTAKING SALE. GREAT STOCKTAKING SALE. GREAT STOCKTAKING SALE. £5000 WORTH OF STOCK TO SELECT FROM £5000 COMMENCING ON SATURDAY, AUGUST 21, 1886, AND TO BE CONTINUED FOR SIX WEEKS, FOR CASH ONLY. AS Goods in all the Various Departments have been re-marked and will be sold at such prices never before attempted in Geraldine, and which we are sure will effect a speedy clearance. We would invite all to come and satisfy themselves that this is the most GENUINE CHEAP SALE that has ever been held in Geraldine. A FIRST-CLASS DRESSMAKER on the premises. Dresses made from 10s 6d with a perfect fit. For Prices See Circulars, which can be had on application. N. DUNLOP AND CO., GERALDINE AND HILTON. bbox=[818, 22, 1108, 250]
article-paragraph: Mr Taylor seconded the motion and it was carried by acclamation. bbox=[331, 979, 486, 997]
cable-paragraph: An announcement is now made that Russia has threatened to occupy Bulgaria, unless the officials who plotted against Prince Alexander, and who are now suffering imprisonment, be released. bbox=[654, 236, 810, 271]
article-paragraph: The following gentlemen were then elected Provisional Directors:— Messrs R. A. Barker, J. Pye, M. Carrig, J. T. M. Hayhurst, J. A. Young, W. U. Slack, J. T. M. Hayhurst, J. J. Ellis, — Taylor, H. E. Smith, J. Lewis, H. Gladstone, W. E. Barker, and Hon. W. Rolleston, M.H.R. bbox=[331, 514, 486, 566]
meeting-continued bbox=[331, 18, 486, 1007]
subsection-text: After having talked over other matters, the Board adjourned to next Wednesday fortnight. bbox=[492, 336, 648, 354]
article-paragraph: On the motion of Mr Renor, seconded by Mr Ellis, the Committee's report was unanimously adopted. bbox=[170, 62, 325, 80]
lower-left-ads bbox=[816, 719, 961, 1230]
section-text: Lace Curtains, Carpet Rugs, Tablings, and Special Selection Seasonable Household Goods. bbox=[1017, 949, 1108, 973]
article-paragraph: Associating himself with a gentleman who was formerly connected with a highly respectable firm in the city (Mr Rice), he purchased land and built a large and handsome factory, covering, with the outbuildings, nearly half-an-acre of ground, close to the Bristol branch of the South Wales Railway. We paid him a visit, and as it may not prove uninteresting to our readers, we give a slight description of the mode in which some of the luxuries to be found on so many tables are produced. Entering the factory, our guide led the way into the stock room, where baskets of fruit were piled up to the ceiling. Pointing to one lot our attendant said—'There are only five tons of plums in that lot, but we have just taken a contract with a wholesale firm to supply them with 20 tons of plum jam. We get our fruit from France by way of London. One house is under contract to supply us with ten tons a week of plums only, for the next month.' Apples in bulk, apples in baskets and sacks, and fruit of every description lay around in profusion. bbox=[4, 537, 164, 709]
show-week-sections bbox=[968, 834, 1109, 1138]
article-paragraph: It could be seen from this that the prospects of the proposed industry were encouraging. bbox=[4, 995, 164, 1013]
clark-price-list-ad: WM. CLARK & CO'S PRICE LIST For the MONTH OF NOVEMBER. WE still intend to be the CHEAPEST STORE in Geraldine. Every Article GUARANTEED. 30 Boxes 2-Crown Soap, 20 bars, 6s; 30 boxes 3-Crown, 9s 6d; Spiced Coffees, good brands—Maori Chief 9d lb 1s 9d, Maori Hen 1s 6d, Gold Medal (splendid canisters) 2s 6d; Sugars—Best Fine 3½d per lb by the bag, Pale Yellow Sugars by the bag 3½d per lb; 12 lb Golden Syrup 3s, 12 lb Currants 5s 6d, 1lb Van Houten's Cocoa 9s 10d; box good Sperm Candles, 25lbs. 16s; 12 lb Eleme Raisins per dozen 7s; Jams 6d per lb, Marmalade 7d per tin; 3lbs Cornflour, Burnett, 10 1s; Painkiller 1s 3d, Pills 1s 3d, Irish Moss 1s 3d, St. Jacob's Oil 2s 6d, Baxter's Lung Preserver 1s 6d, Eno's Fruit Salts 2s, Mother Seigel's Syrup 2s, Hop Bitters 3s 9d, Steedman's Powders 1s 3d, 1lb Lemon Peel 1s 3d, Sago 3d per lb, Matches 1s 7d per doz, 20 cakes Blacking 1s, Farinaceous Food for infants and invalids 1s per lb. China Cups and Saucers, Dinner Plates, Blue and Gold and White 9s per dozen; Teapots, Black and Gold, from 3s each. Remember!—This is the Cheapest House in Geraldine, and we mean to Sell! Cheap for Cash. WM. CLARK & CO. GERALDINE. jyl bbox=[818, 722, 959, 1020]
board-paragraph: The minutes of the previous meeting were read and confirmed. bbox=[331, 1056, 486, 1074]
article-paragraph: Mr Renor said that none but the best of sugar would do. bbox=[170, 125, 325, 142]
miles-item: NEW DOLMANS bbox=[920, 573, 1006, 582]
age-specials-heading: AGE SPECIALS. bbox=[700, 187, 764, 197]
article-paragraph: Mr H. E. Smith said that during last season a good deal of fruit had been sold at 1½d, and more could not be got rid of at any price. bbox=[170, 380, 325, 406]
column-6-advertisements bbox=[816, 18, 1110, 1546]
article-paragraph: The Chairman said the proposal was to make 12 tons. bbox=[170, 876, 325, 893]
article-paragraph: On the motion of Mr Barker, seconded by Mr Lynch, it was resolved—"That the consent of all the Provisional Directors be got in writing." bbox=[331, 566, 486, 592]
show-week-section bbox=[968, 834, 1109, 891]
board-paragraph: A meeting of the above Board was held last evening. Present—Messrs E. Lee (Chairman), Story, Proudlock, Austin, and Edgeler. bbox=[331, 1020, 486, 1046]
article-paragraph: The Chairman said it would depend on how long it would take to get all the shares sold. The plant and building could be got ready in a month. bbox=[331, 215, 486, 241]
column-rule bbox=[651, 18, 652, 1546]
article-paragraph: "GENTLEMEN,—Yours of the 1st to hand. I shall only be too glad to furnish you with any information that you may desire. With regard to the class of building, I should say one about 60 x 30 on the ground floor, or a two-storied building, say 60 x 20, would meet your requirements. Enclosed you will find the outlines of a building, which will give you a better idea. The capital wanted for turning out 100 tons or so would be about £2000. The cost of making jam, that is from the fruit going in raw to being turned out jam, that is by steam boiling, would be about 4s per cwt, not more, and bbox=[4, 1050, 164, 1153]
